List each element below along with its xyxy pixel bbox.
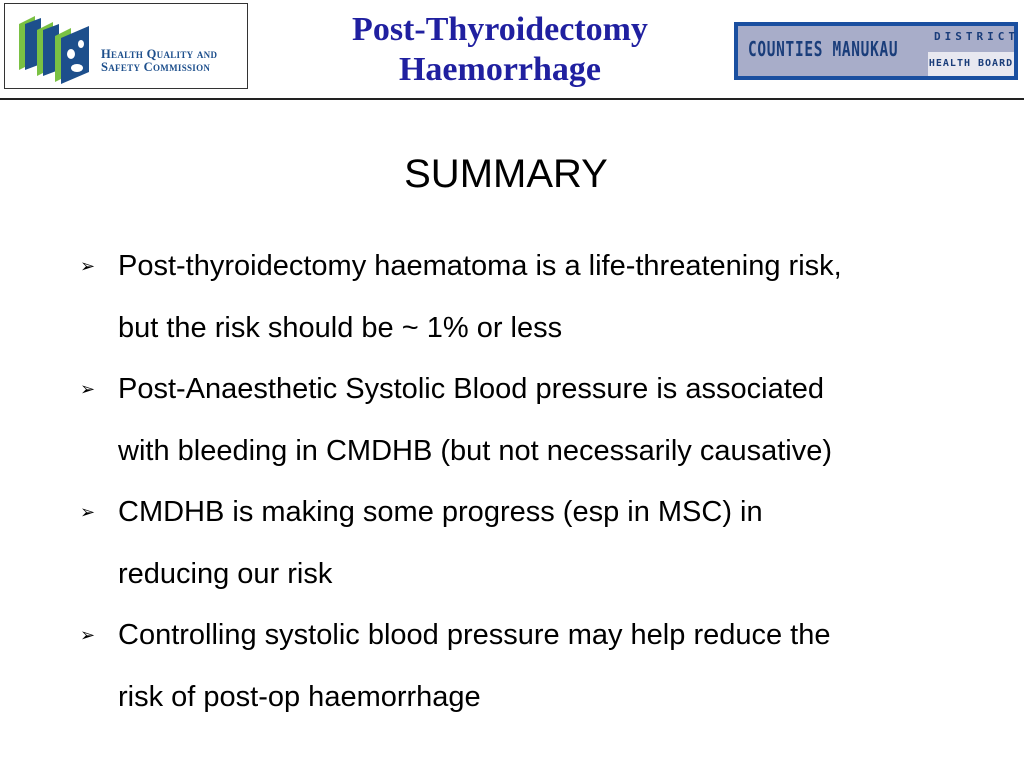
bullet-text: Post-thyroidectomy haematoma is a life-threatening risk, — [118, 250, 842, 282]
arrow-bullet-icon: ➢ — [80, 379, 96, 399]
slide-heading: SUMMARY — [404, 152, 608, 196]
hqsc-logo-line1: Health Quality and — [101, 47, 218, 61]
header-divider — [0, 98, 1024, 100]
bullet-text: risk of post-op haemorrhage — [118, 680, 481, 713]
bullet-list — [80, 236, 980, 728]
title-line2: Haemorrhage — [398, 51, 602, 88]
slide-title — [300, 10, 700, 90]
bullet-text: with bleeding in CMDHB (but not necessarily causative) — [118, 434, 833, 467]
hqsc-logo — [4, 3, 248, 89]
bullet-item — [80, 605, 980, 728]
arrow-bullet-icon: ➢ — [80, 256, 96, 276]
bullet-item — [80, 359, 980, 482]
hqsc-logo-icon — [15, 10, 97, 86]
arrow-bullet-icon: ➢ — [80, 625, 96, 645]
bullet-item — [80, 236, 980, 359]
cmdhb-logo-main: COUNTIES MANUKAU — [748, 37, 899, 61]
bullet-text: CMDHB is making some progress (esp in MSC) in — [118, 496, 763, 528]
cmdhb-logo — [734, 22, 1018, 80]
bullet-text: reducing our risk — [118, 557, 333, 590]
bullet-text: Controlling systolic blood pressure may help reduce the — [118, 619, 831, 651]
cmdhb-logo-board: HEALTH BOARD — [928, 52, 1014, 76]
cmdhb-logo-district: DISTRICT — [934, 30, 1019, 43]
bullet-text: but the risk should be ~ 1% or less — [118, 311, 563, 344]
arrow-bullet-icon: ➢ — [80, 502, 96, 522]
title-line1: Post-Thyroidectomy — [352, 11, 648, 48]
hqsc-logo-line2: Safety Commission — [101, 60, 211, 74]
bullet-text: Post-Anaesthetic Systolic Blood pressure is associated — [118, 373, 825, 405]
bullet-item — [80, 482, 980, 605]
